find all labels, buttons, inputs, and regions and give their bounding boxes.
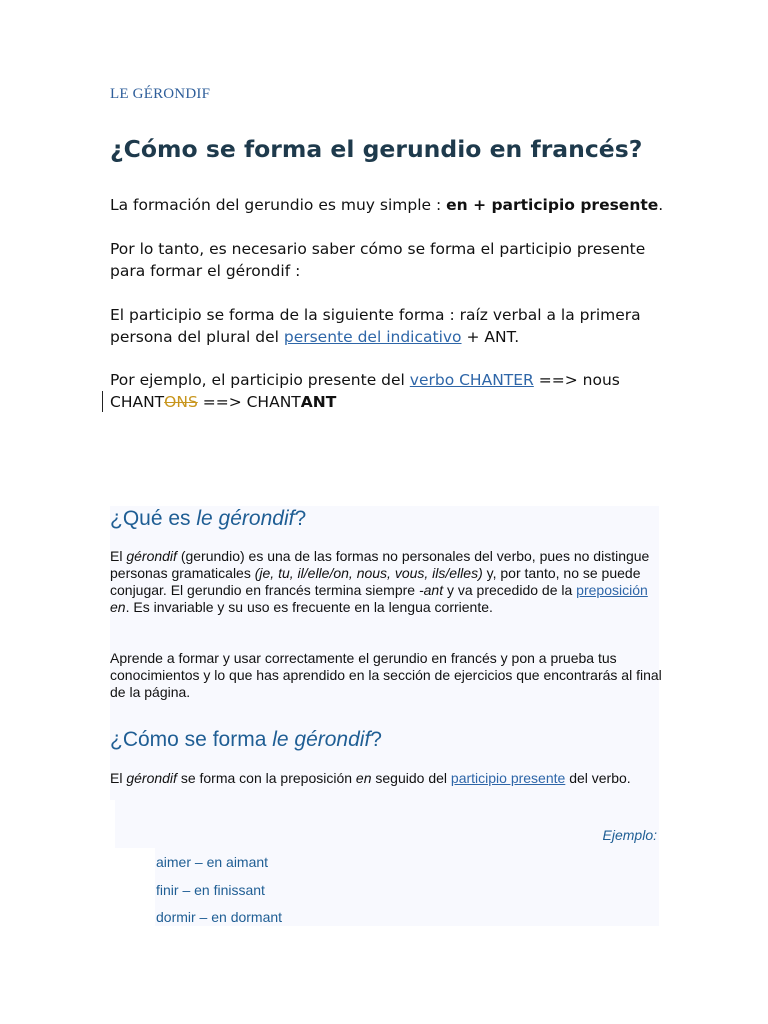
- heading-que-es: ¿Qué es le gérondif?: [110, 507, 307, 530]
- link-present-indicative[interactable]: persente del indicativo: [283, 328, 462, 346]
- link-verbo-chanter[interactable]: verbo CHANTER: [409, 371, 534, 389]
- struck-suffix: ONS: [164, 393, 198, 411]
- clipping-indent: [115, 848, 155, 926]
- link-participio-presente[interactable]: participio presente: [450, 770, 566, 786]
- example-item: finir – en finissant: [156, 882, 265, 898]
- clip-paragraph-aprende: Aprende a formar y usar correctamente el gerundio en francés y pon a prueba tus conocimientos y lo que has aprendido en la sección de ejercicios que encontrarás al final de la página.: [110, 650, 662, 700]
- example-item: dormir – en dormant: [156, 909, 283, 925]
- clip-paragraph-formation: El gérondif se forma con la preposición en seguido del participio presente del verbo.: [110, 770, 631, 786]
- heading-como-se-forma: ¿Cómo se forma le gérondif?: [110, 728, 382, 751]
- paragraph-example: Por ejemplo, el participio presente del verbo CHANTER ==> nous CHANTONS ==> CHANTANT: [110, 371, 620, 411]
- section-kicker: LE GÉRONDIF: [110, 86, 211, 102]
- example-item: aimer – en aimant: [156, 854, 269, 870]
- formula-bold: en + participio presente: [446, 196, 659, 214]
- paragraph-formation: La formación del gerundio es muy simple : en + participio presente.: [110, 196, 664, 214]
- clip-paragraph-definition: El gérondif (gerundio) es una de las formas no personales del verbo, pues no distingue personas gramaticales (je, tu, il/elle/on, nous, vous, ils/elles) y, por tanto, no se puede conjugar. El gerundio en francés termina siempre -ant y va precedido de la preposición en. Es invariable y su uso es frecuente en la lengua corriente.: [110, 548, 650, 615]
- page-title: ¿Cómo se forma el gerundio en francés?: [110, 135, 643, 163]
- text-cursor: [102, 391, 103, 412]
- paragraph-participle: El participio se forma de la siguiente forma : raíz verbal a la primera persona del plural del persente del indicativo + ANT.: [110, 306, 641, 346]
- ejemplo-label: Ejemplo:: [602, 827, 657, 843]
- link-preposicion[interactable]: preposición: [576, 582, 648, 598]
- paragraph-therefore: Por lo tanto, es necesario saber cómo se forma el participio presente para formar el gérondif :: [110, 240, 646, 280]
